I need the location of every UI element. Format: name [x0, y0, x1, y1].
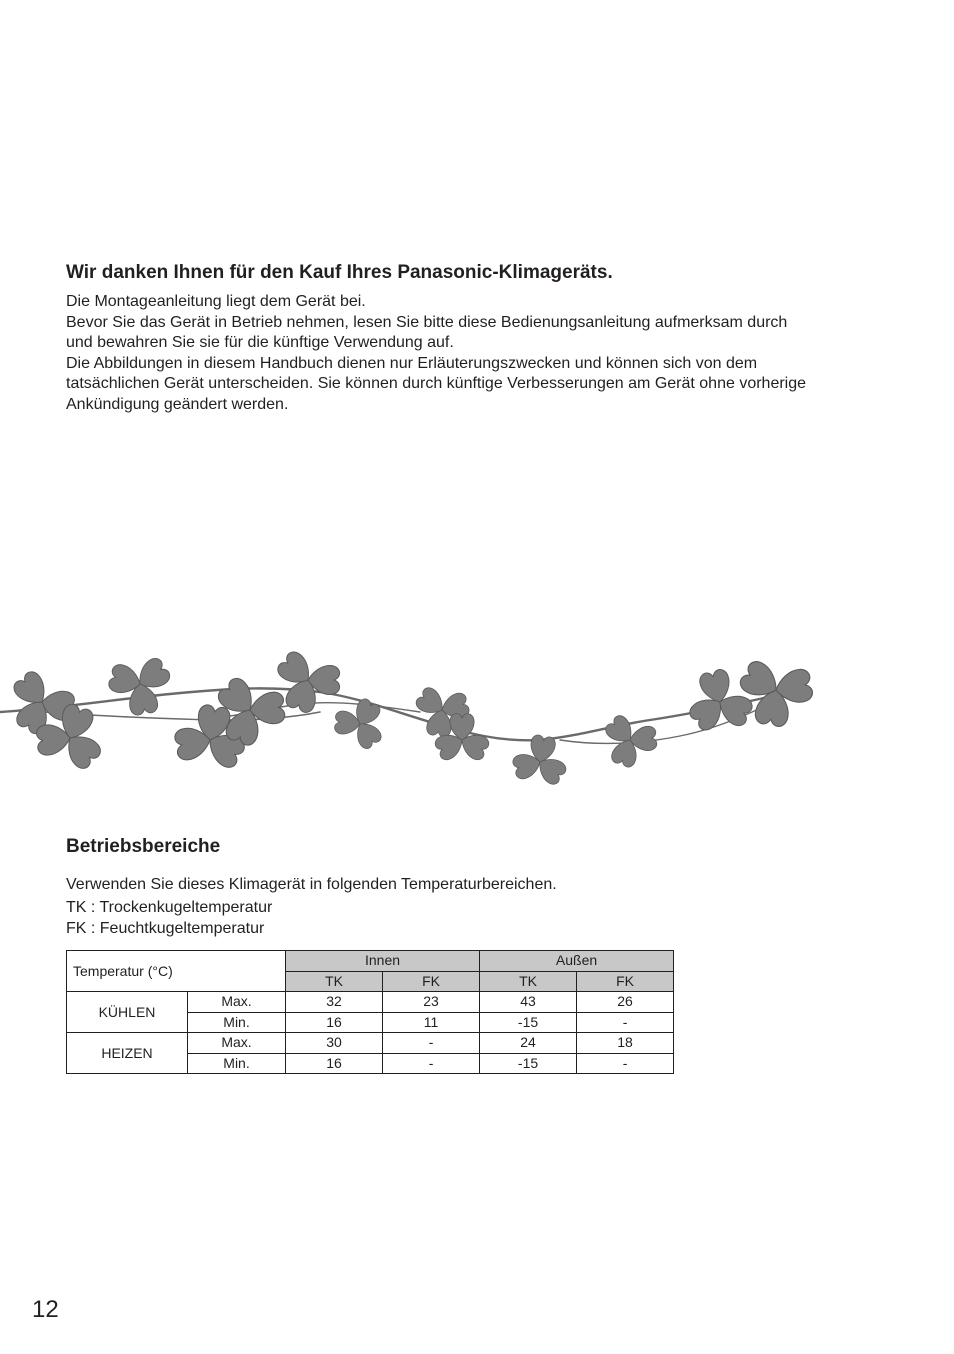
value-cell: 30	[286, 1033, 383, 1054]
intro-line: tatsächlichen Gerät unterscheiden. Sie können durch künftige Verbesserungen am Gerät ohne vorherige	[66, 375, 807, 393]
limit-cell: Min.	[188, 1012, 286, 1033]
value-cell: -15	[480, 1012, 577, 1033]
operating-ranges-title: Betriebsbereiche	[66, 836, 221, 857]
value-cell: -	[577, 1012, 674, 1033]
table-header-row	[67, 951, 674, 972]
value-cell: -15	[480, 1053, 577, 1074]
temperature-range-table	[66, 950, 674, 1074]
intro-line: Bevor Sie das Gerät in Betrieb nehmen, lesen Sie bitte diese Bedienungsanleitung aufmerksam durch	[66, 313, 788, 331]
value-cell: 26	[577, 992, 674, 1013]
intro-line: Die Montageanleitung liegt dem Gerät bei.	[66, 293, 366, 310]
value-cell: -	[577, 1053, 674, 1074]
fk-note: FK : Feuchtkugeltemperatur	[66, 920, 265, 937]
intro-text	[66, 292, 926, 416]
value-cell: -	[383, 1053, 480, 1074]
limit-cell: Min.	[188, 1053, 286, 1074]
operating-ranges-notes	[66, 874, 926, 940]
intro-line: und bewahren Sie sie für die künftige Verwendung auf.	[66, 334, 454, 352]
group-outdoor: Außen	[480, 951, 674, 972]
limit-cell: Max.	[188, 992, 286, 1013]
col-indoor-fk: FK	[383, 971, 480, 992]
table-row	[67, 992, 674, 1013]
operating-ranges-intro: Verwenden Sie dieses Klimagerät in folgenden Temperaturbereichen.	[66, 876, 557, 893]
value-cell: 16	[286, 1012, 383, 1033]
page-number: 12	[32, 1296, 59, 1323]
value-cell: 43	[480, 992, 577, 1013]
tk-note: TK : Trockenkugeltemperatur	[66, 898, 273, 916]
col-outdoor-tk: TK	[480, 971, 577, 992]
value-cell: 16	[286, 1053, 383, 1074]
table-row	[67, 1033, 674, 1054]
intro-line: Die Abbildungen in diesem Handbuch dienen nur Erläuterungszwecken und können sich von dem	[66, 354, 758, 372]
value-cell: 24	[480, 1033, 577, 1054]
group-indoor: Innen	[286, 951, 480, 972]
intro-line: Ankündigung geändert werden.	[66, 395, 289, 413]
value-cell: -	[383, 1033, 480, 1054]
corner-label: Temperatur (°C)	[67, 951, 286, 992]
limit-cell: Max.	[188, 1033, 286, 1054]
value-cell: 32	[286, 992, 383, 1013]
col-indoor-tk: TK	[286, 971, 383, 992]
mode-cell: KÜHLEN	[67, 992, 188, 1033]
col-outdoor-fk: FK	[577, 971, 674, 992]
value-cell: 23	[383, 992, 480, 1013]
mode-cell: HEIZEN	[67, 1033, 188, 1074]
value-cell: 11	[383, 1012, 480, 1033]
clover-vine-illustration	[0, 640, 954, 790]
value-cell: 18	[577, 1033, 674, 1054]
intro-title: Wir danken Ihnen für den Kauf Ihres Panasonic-Klimageräts.	[66, 262, 613, 283]
